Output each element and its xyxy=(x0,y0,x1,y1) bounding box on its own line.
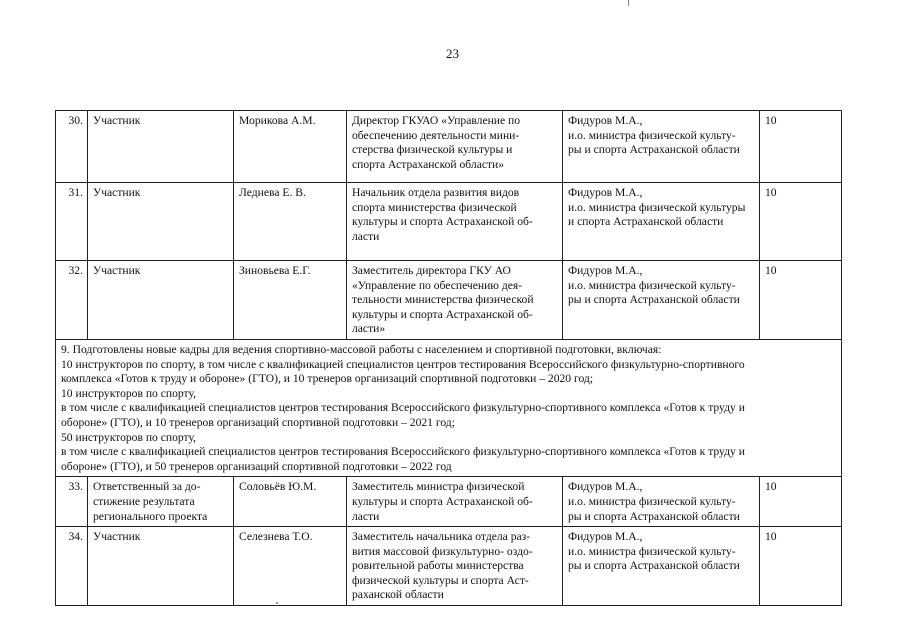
row-number: 32. xyxy=(56,261,88,340)
score-cell: 10 xyxy=(760,111,842,183)
position-cell: Заместитель начальника отдела раз- вития массовой физкультурно- оздо- ровительной работы министерства физической культуры и спорта Аст- раханской области xyxy=(347,527,563,606)
supervisor-cell: Фидуров М.А., и.о. министра физической культу- ры и спорта Астраханской области xyxy=(563,527,760,606)
note-line: в том числе с квалификацией специалистов центров тестирования Всероссийского физкультурно-спортивного комплекса «Готов к труду и xyxy=(61,445,745,459)
score-cell: 10 xyxy=(760,477,842,527)
table-row xyxy=(56,111,842,183)
name-cell: Зиновьева Е.Г. xyxy=(234,261,347,340)
note-line: 10 инструкторов по спорту, в том числе с квалификацией специалистов центров тестирования Всероссийского физкультурно-спортивного xyxy=(61,357,745,371)
note-line: в том числе с квалификацией специалистов центров тестирования Всероссийского физкультурно-спортивного комплекса «Готов к труду и xyxy=(61,401,745,415)
role-cell: Участник xyxy=(88,111,234,183)
table-row xyxy=(56,477,842,527)
note-line: 10 инструкторов по спорту, xyxy=(61,386,196,400)
position-cell: Заместитель министра физической культуры и спорта Астраханской об- ласти xyxy=(347,477,563,527)
row-number: 30. xyxy=(56,111,88,183)
row-number: 33. xyxy=(56,477,88,527)
role-cell: Участник xyxy=(88,261,234,340)
note-line: обороне» (ГТО), и 10 тренеров организаций спортивной подготовки – 2021 год; xyxy=(61,415,455,429)
note-line: 50 инструкторов по спорту, xyxy=(61,430,196,444)
position-cell: Заместитель директора ГКУ АО «Управление по обеспечению дея- тельности министерства физической культуры и спорта Астраханской об- ласти» xyxy=(347,261,563,340)
position-cell: Начальник отдела развития видов спорта министерства физической культуры и спорта Астраханской об- ласти xyxy=(347,183,563,261)
table-row xyxy=(56,261,842,340)
supervisor-cell: Фидуров М.А., и.о. министра физической культу- ры и спорта Астраханской области xyxy=(563,477,760,527)
position-cell: Директор ГКУАО «Управление по обеспечению деятельности мини- стерства физической культуры и спорта Астраханской области» xyxy=(347,111,563,183)
row-number: 31. xyxy=(56,183,88,261)
role-cell: Участник xyxy=(88,183,234,261)
participants-table xyxy=(55,110,842,606)
note-line: комплекса «Готов к труду и обороне» (ГТО), и 10 тренеров организаций спортивной подготовки – 2020 год; xyxy=(61,372,594,386)
table-row xyxy=(56,183,842,261)
name-cell: Леднева Е. В. xyxy=(234,183,347,261)
score-cell: 10 xyxy=(760,527,842,606)
name-cell: Морикова А.М. xyxy=(234,111,347,183)
supervisor-cell: Фидуров М.А., и.о. министра физической культу- ры и спорта Астраханской области xyxy=(563,111,760,183)
score-cell: 10 xyxy=(760,183,842,261)
note-line: обороне» (ГТО), и 50 тренеров организаций спортивной подготовки – 2022 год xyxy=(61,459,452,473)
note-row xyxy=(56,339,842,476)
note-cell xyxy=(56,339,842,476)
note-line: 9. Подготовлены новые кадры для ведения спортивно-массовой работы с населением и спортивной подготовки, включая: xyxy=(61,342,662,356)
supervisor-cell: Фидуров М.А., и.о. министра физической культуры и спорта Астраханской области xyxy=(563,183,760,261)
role-cell: Ответственный за до- стижение результата регионального проекта xyxy=(88,477,234,527)
page-number: 23 xyxy=(446,46,459,61)
table-row xyxy=(56,527,842,606)
score-cell: 10 xyxy=(760,261,842,340)
name-cell: Соловьёв Ю.М. xyxy=(234,477,347,527)
name-cell: Селезнева Т.О. xyxy=(234,527,347,606)
row-number: 34. xyxy=(56,527,88,606)
scan-speck xyxy=(276,602,278,604)
scan-mark xyxy=(628,0,629,6)
supervisor-cell: Фидуров М.А., и.о. министра физической культу- ры и спорта Астраханской области xyxy=(563,261,760,340)
role-cell: Участник xyxy=(88,527,234,606)
